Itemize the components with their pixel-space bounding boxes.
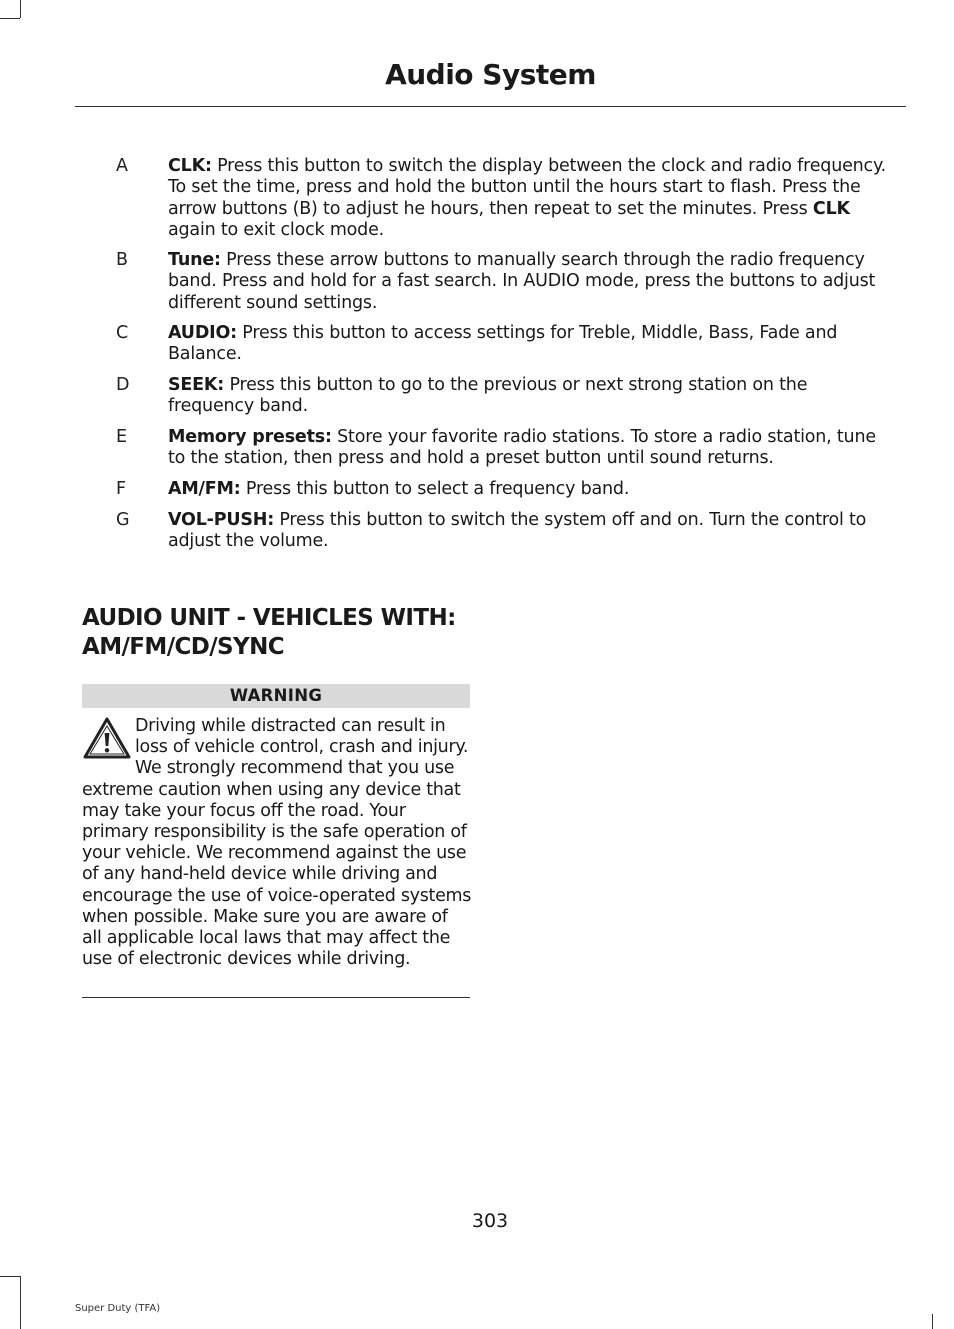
item-letter: A (116, 156, 128, 176)
warning-text: Driving while distracted can result in loss of vehicle control, crash and injury. We strongly recommend that you use extreme caution when using any device that may take your focus off the road. Your primary responsibility is the safe operation of your vehicle. We recommend against the use of any hand-held device while driving and encourage the use of voice-operated systems when possible. Make sure you are aware of all applicable local laws that may affect the use of electronic devices while driving. (82, 716, 472, 970)
item-letter: F (116, 479, 127, 499)
warning-header: WARNING (82, 684, 470, 708)
item-letter: D (116, 375, 130, 395)
crop-mark (20, 1276, 21, 1329)
item-text: Press these arrow buttons to manually search through the radio frequency band. Press and hold for a fast search. In AUDIO mode, press the buttons to adjust different sound settings. (168, 250, 876, 313)
item-term: CLK: (168, 156, 212, 176)
item-text: Press this button to select a frequency band. (240, 479, 630, 499)
item-letter: G (116, 510, 130, 530)
item-inline-bold: CLK (812, 198, 850, 219)
item-description (168, 427, 898, 470)
section-heading-line: AM/FM/CD/SYNC (82, 634, 285, 660)
item-description (168, 479, 898, 500)
item-text: Press this button to switch the system off and on. Turn the control to adjust the volume. (168, 510, 867, 552)
item-term: SEEK: (168, 375, 225, 395)
icon-spacer (82, 716, 135, 779)
crop-mark (0, 18, 20, 19)
item-term: VOL-PUSH: (168, 510, 275, 530)
crop-mark (20, 0, 21, 18)
item-text: Store your favorite radio stations. To store a radio station, tune to the station, then press and hold a preset button until sound returns. (168, 427, 876, 469)
item-term: AUDIO: (168, 323, 237, 343)
warning-text-block (82, 716, 472, 970)
crop-mark (932, 1314, 933, 1329)
item-description (168, 250, 898, 314)
section-heading (82, 604, 482, 662)
item-letter: E (116, 427, 128, 447)
publication-footer: Super Duty (TFA) (75, 1303, 161, 1314)
item-letter: C (116, 323, 129, 343)
item-text: Press this button to go to the previous or next strong station on the frequency band. (168, 375, 808, 417)
section-heading-line: AUDIO UNIT - VEHICLES WITH: (82, 605, 456, 631)
page-title: Audio System (385, 58, 596, 91)
item-text: Press this button to access settings for Treble, Middle, Bass, Fade and Balance. (168, 323, 838, 365)
page-number: 303 (471, 1210, 509, 1232)
item-term: Tune: (168, 250, 221, 270)
item-term: AM/FM: (168, 479, 241, 499)
item-description (168, 375, 898, 418)
item-description (168, 510, 898, 553)
item-description (168, 323, 898, 366)
crop-mark (0, 1276, 20, 1277)
title-divider (75, 106, 906, 107)
item-description (168, 156, 898, 242)
item-text: again to exit clock mode. (168, 220, 385, 241)
warning-bottom-rule (82, 997, 470, 998)
item-text: Press this button to switch the display between the clock and radio frequency. To set the time, press and hold the button until the hours start to flash. Press the arrow buttons (B) to adjust he hours, then repeat to set the minutes. Press (168, 156, 886, 219)
item-letter: B (116, 250, 129, 270)
item-term: Memory presets: (168, 427, 332, 447)
